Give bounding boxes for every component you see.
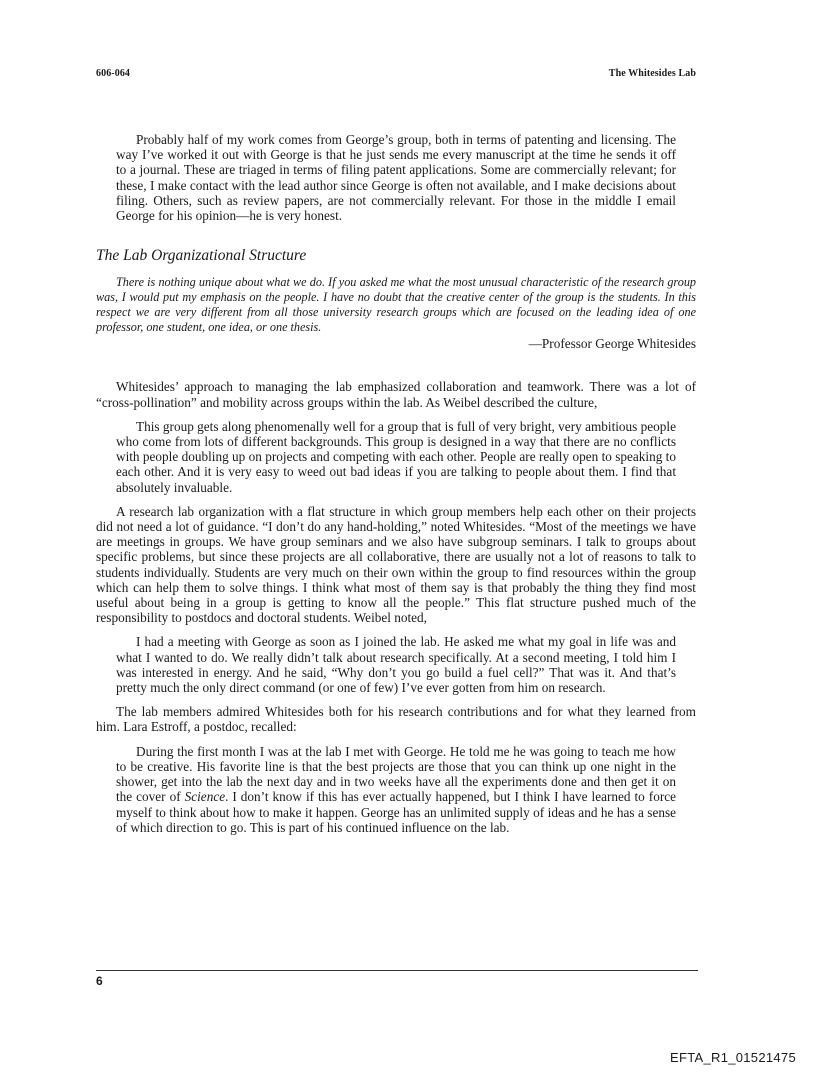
epigraph-quote: There is nothing unique about what we do. If you asked me what the most unusual characteristic of the research group was, I would put my emphasis on the people. I have no doubt that the creative center of the group is the students. In this respect we are very different from all those university research groups which are focused on the leading idea of one professor, one student, one idea, or one thesis.	[96, 275, 696, 335]
quote-text: During the first month I was at the lab I met with George. He told me he was going to teach me how to be creative. His favorite line is that the best projects are those that you can think up one night in the shower, get into the lab the next day and in two weeks have all the experiments done and then get it on the cover of	[116, 743, 676, 805]
footer-divider	[96, 970, 698, 971]
quote-text: . I don’t know if this has ever actually happened, but I think I have learned to force myself to think about how to make it happen. George has an unlimited supply of ideas and he has a sense of which direction to go. This is part of his continued influence on the lab.	[116, 789, 677, 835]
document-id: EFTA_R1_01521475	[670, 1050, 796, 1065]
section-title: The Lab Organizational Structure	[96, 247, 307, 265]
quote-paragraph: I had a meeting with George as soon as I joined the lab. He asked me what my goal in life was and what I wanted to do. We really didn’t talk about research specifically. At a second meeting, I told him I was interested in energy. And he said, “Why don’t you go build a fuel cell?” That was it. And that’s pretty much the only direct command (or one of few) I’ve ever gotten from him on research.	[116, 634, 676, 696]
quote-paragraph: This group gets along phenomenally well for a group that is full of very bright, very ambitious people who come from lots of different backgrounds. This group is designed in a way that there are no conflicts with people doubling up on projects and competing with each other. People are really open to speaking to each other. And it is very easy to weed out bad ideas if you are talking to people about them. I find that absolutely invaluable.	[116, 418, 676, 495]
quote-paragraph: Probably half of my work comes from George’s group, both in terms of patenting and licensing. The way I’ve worked it out with George is that he just sends me every manuscript at the time he sends it off to a journal. These are triaged in terms of filing patent applications. Some are commercially relevant; for these, I make contact with the lead author since George is often not available, and I make decisions about filing. Others, such as review papers, are not commercially relevant. For those in the middle I email George for his opinion—he is very honest.	[116, 132, 676, 224]
body-paragraph: A research lab organization with a flat structure in which group members help each other on their projects did not need a lot of guidance. “I don’t do any hand-holding,” noted Whitesides. “Most of the meetings we have are meetings in groups. We have group seminars and we also have subgroup seminars. I talk to groups about specific problems, but since these projects are all collaborative, there are usually not a lot of reasons to talk to students individually. Students are very much on their own within the group to find resources within the group which can help them to solve things. I think what most of them say is that probably the thing they find most useful about being in a group is getting to know all the people.” This flat structure pushed much of the responsibility to postdocs and doctoral students. Weibel noted,	[96, 503, 696, 626]
body-paragraph: Whitesides’ approach to managing the lab emphasized collaboration and teamwork. There was a lot of “cross-pollination” and mobility across groups within the lab. As Weibel described the culture,	[96, 379, 696, 410]
quote-paragraph	[96, 744, 696, 835]
header-running-title: The Whitesides Lab	[608, 68, 696, 79]
page-number: 6	[96, 974, 103, 988]
page-body	[96, 132, 696, 835]
body-paragraph: The lab members admired Whitesides both for his research contributions and for what they learned from him. Lara Estroff, a postdoc, recalled:	[96, 704, 696, 735]
epigraph-attribution: —Professor George Whitesides	[528, 336, 696, 352]
journal-title: Science	[184, 789, 226, 805]
header-case-number: 606-064	[96, 68, 131, 79]
